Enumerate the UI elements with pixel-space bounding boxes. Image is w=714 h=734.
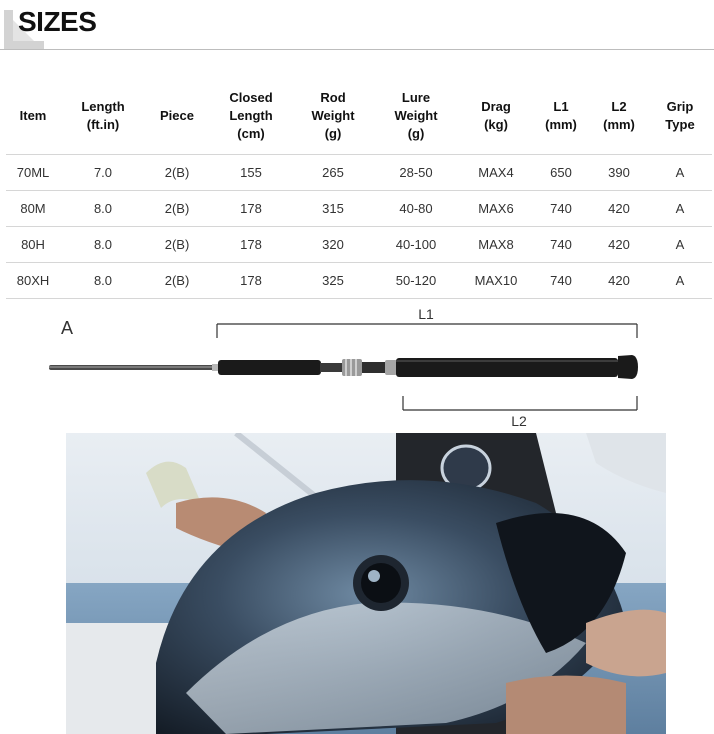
cell-l1: 650 (532, 155, 590, 191)
cell-piece: 2(B) (146, 227, 208, 263)
l2-bracket (403, 396, 637, 410)
col-header-grip-type: Grip Type (648, 78, 712, 155)
l2-label: L2 (511, 413, 527, 429)
cell-l2: 420 (590, 227, 648, 263)
col-header-l1: L1 (mm) (532, 78, 590, 155)
cell-grip-type: A (648, 263, 712, 299)
col-header-rod-weight: Rod Weight (g) (294, 78, 372, 155)
cell-closed-length: 178 (208, 263, 294, 299)
col-header-lure-weight: Lure Weight (g) (372, 78, 460, 155)
cell-piece: 2(B) (146, 155, 208, 191)
tuna-catch-photo (66, 433, 666, 734)
header-divider (0, 49, 714, 50)
cell-closed-length: 178 (208, 227, 294, 263)
cell-rod-weight: 325 (294, 263, 372, 299)
page-title: SIZES (18, 6, 97, 37)
table-row (6, 191, 712, 227)
col-header-length: Length (ft.in) (60, 78, 146, 155)
rod-icon (49, 355, 638, 379)
cell-length: 8.0 (60, 191, 146, 227)
grip-type-label: A (61, 318, 74, 338)
cell-item: 80M (6, 191, 60, 227)
cell-closed-length: 155 (208, 155, 294, 191)
rod-diagram (0, 300, 714, 432)
cell-l1: 740 (532, 263, 590, 299)
cell-closed-length: 178 (208, 191, 294, 227)
col-header-l2: L2 (mm) (590, 78, 648, 155)
cell-rod-weight: 315 (294, 191, 372, 227)
cell-l1: 740 (532, 227, 590, 263)
cell-rod-weight: 265 (294, 155, 372, 191)
cell-piece: 2(B) (146, 191, 208, 227)
cell-drag: MAX6 (460, 191, 532, 227)
col-header-drag: Drag (kg) (460, 78, 532, 155)
col-header-closed-length: Closed Length (cm) (208, 78, 294, 155)
cell-lure-weight: 40-80 (372, 191, 460, 227)
cell-lure-weight: 28-50 (372, 155, 460, 191)
cell-lure-weight: 50-120 (372, 263, 460, 299)
table-row (6, 227, 712, 263)
cell-l2: 420 (590, 263, 648, 299)
cell-length: 8.0 (60, 263, 146, 299)
cell-length: 8.0 (60, 227, 146, 263)
table-header-row (6, 78, 712, 155)
cell-drag: MAX10 (460, 263, 532, 299)
cell-grip-type: A (648, 155, 712, 191)
col-header-piece: Piece (146, 78, 208, 155)
cell-rod-weight: 320 (294, 227, 372, 263)
table-row (6, 263, 712, 299)
cell-l1: 740 (532, 191, 590, 227)
page-header (0, 0, 714, 52)
l1-label: L1 (418, 306, 434, 322)
col-header-item: Item (6, 78, 60, 155)
specs-table (6, 78, 712, 299)
l1-bracket (217, 324, 637, 338)
table-row (6, 155, 712, 191)
cell-lure-weight: 40-100 (372, 227, 460, 263)
tuna-photo-image (66, 433, 666, 734)
cell-item: 80XH (6, 263, 60, 299)
cell-item: 80H (6, 227, 60, 263)
cell-drag: MAX8 (460, 227, 532, 263)
cell-drag: MAX4 (460, 155, 532, 191)
cell-item: 70ML (6, 155, 60, 191)
cell-length: 7.0 (60, 155, 146, 191)
cell-grip-type: A (648, 227, 712, 263)
cell-l2: 420 (590, 191, 648, 227)
cell-l2: 390 (590, 155, 648, 191)
cell-piece: 2(B) (146, 263, 208, 299)
cell-grip-type: A (648, 191, 712, 227)
